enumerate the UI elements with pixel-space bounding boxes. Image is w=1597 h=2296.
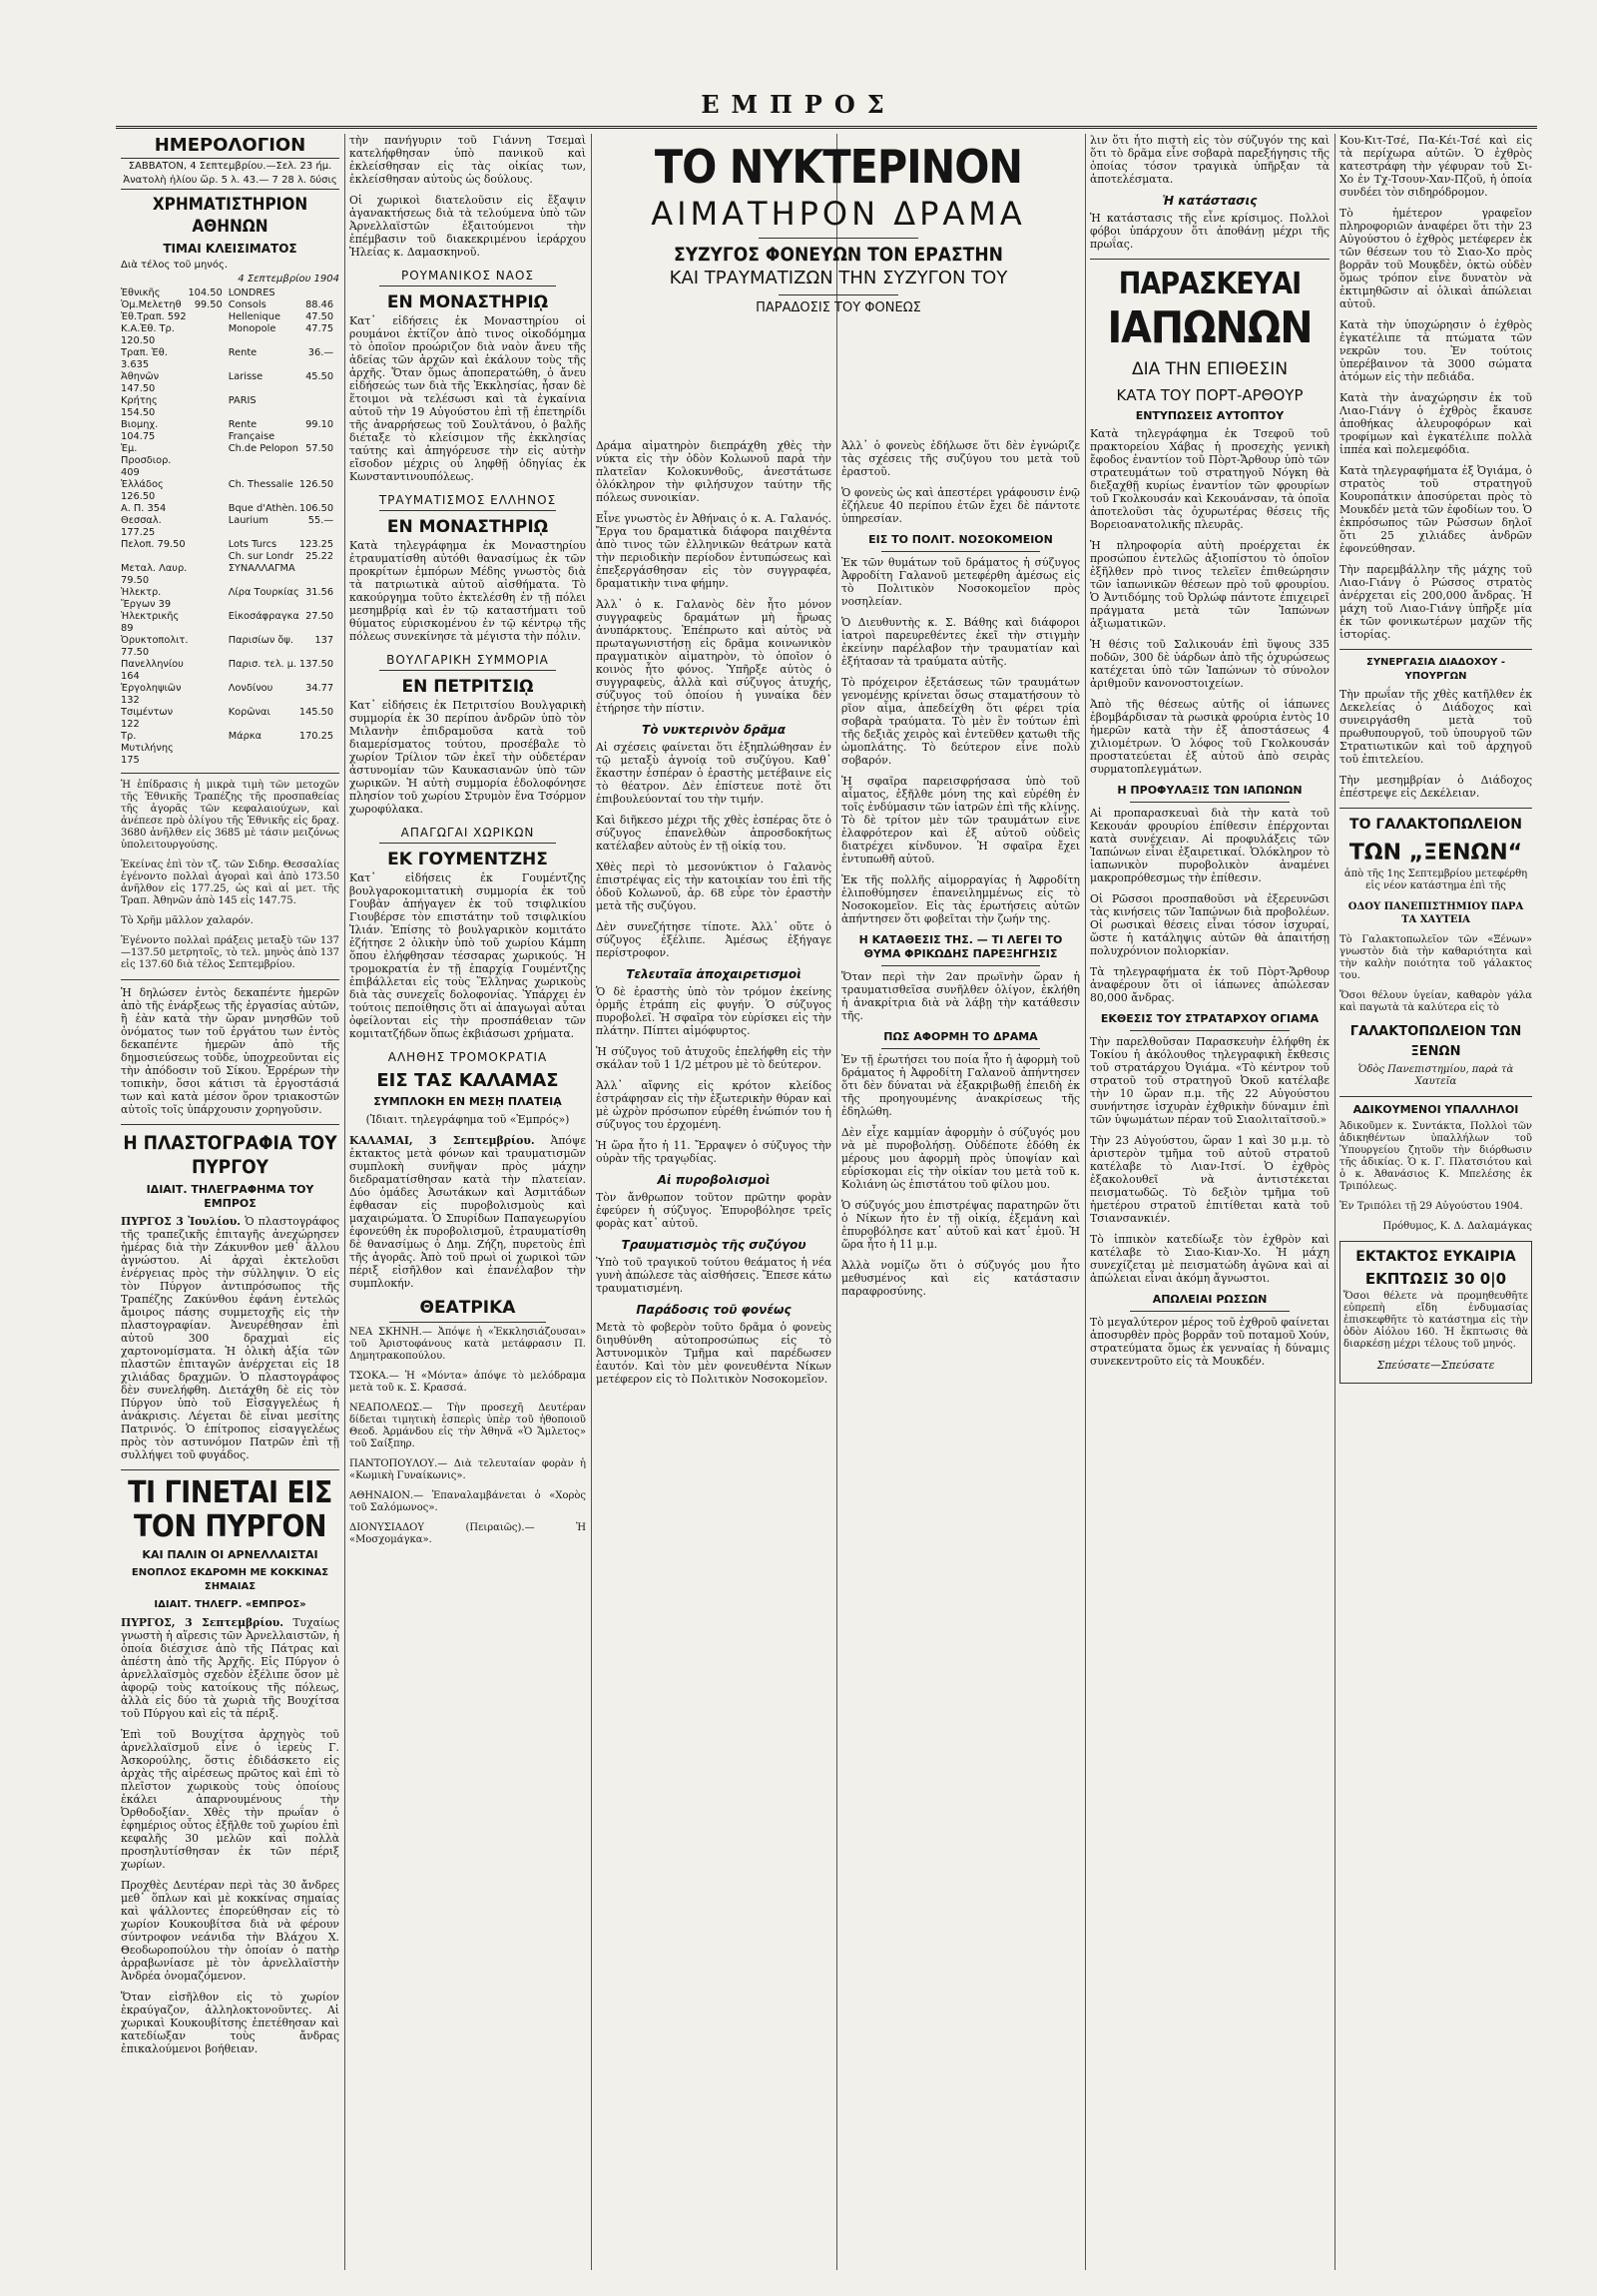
divider xyxy=(881,1048,1040,1049)
sale-advert xyxy=(1339,1241,1532,1384)
rates-cell: PARIS xyxy=(228,395,257,406)
section-title: ΕΚ ΓΟΥΜΕΝΤΖΗΣ xyxy=(387,850,548,869)
rates-cell: 137.50 xyxy=(298,659,334,670)
rates-cell: Consols xyxy=(228,299,266,310)
subhead: Τὸ νυκτερινὸν δρᾶμα xyxy=(642,723,786,737)
rates-cell: Larisse xyxy=(228,371,264,382)
article-text: Προχθὲς Δευτέραν περὶ τὰς 30 ἄνδρες μεθ᾽ ὅπλων καὶ μὲ κοκκίνας σημαίας καὶ ψάλλοντες ἐπορεύθησαν εἰς τὸ χωρίον Κουκουβίτσα διὰ νὰ φέρουν σύντροφον νεάνιδα τὴν Βλάχου Χ. Θεοδωροπούλου τὴν ὁποίαν ὁ πατὴρ ἀρραβωνίασε μὲ τὸν ἀρνελλαϊστὴν Ἀνδρέα ὀνομαζόμενον. xyxy=(121,1879,339,1983)
dateline: ΠΥΡΓΟΣ 3 Ἰουλίου. xyxy=(121,1215,242,1228)
article-body: Τυχαίως γνωστὴ ἡ αἵρεσις τῶν Ἀρνελλαιστῶν, ἡ ὁποία διέσχισε ἀπὸ τῆς Πάτρας καὶ ἀπέστη ἀπὸ τῆς Ἀρχῆς. Εἰς Πύργον ὁ ἀρνελλαϊσμὸς σχεδὸν ἐξέλιπε ὅσον μὲ ἀφορῷ τοὺς κατοίκους τῆς πόλεως, ἀλλὰ εἰς δύο τὰ χωριὰ τῆς Βουχίτσα τοῦ Πύργου καὶ εἰς τὰ πέριξ. xyxy=(121,1616,339,1720)
section-kicker: ΡΟΥΜΑΝΙΚΟΣ ΝΑΟΣ xyxy=(400,269,534,283)
rates-row xyxy=(121,443,339,479)
rates-cell: Rente xyxy=(228,347,258,358)
rates-cell xyxy=(121,551,188,563)
rates-cell xyxy=(188,683,228,707)
divider xyxy=(1130,1311,1290,1312)
rates-cell: Κ.Α.Ἐθ. Τρ. 120.50 xyxy=(121,323,175,346)
rates-row xyxy=(121,311,339,323)
article-text: Τὸν ἄνθρωπον τοῦτον πρῶτην φορὰν ἐφεύρεν ἡ σύζυγος. Ἐπυροβόλησε τρεῖς φορὰς κατ᾽ αὐτοῦ. xyxy=(596,1191,831,1230)
calendar-line: Ἀνατολὴ ἡλίου ὥρ. 5 λ. 43.— 7 28 λ. δύσις xyxy=(123,175,337,186)
column-4 xyxy=(836,439,1085,2270)
rates-row xyxy=(121,635,339,659)
rates-cell: 31.56 xyxy=(305,587,334,598)
rates-cell xyxy=(188,395,228,419)
rates-cell: 36.— xyxy=(307,347,334,358)
ad-text: Τὸ Γαλακτοπωλεῖον τῶν «Ξένων» γνωστὸν διὰ τὴν καθαριότητα καὶ τὴν καλὴν ποιότητα τοῦ γάλακτος του. xyxy=(1339,934,1532,981)
article-text: Ἐν τῇ ἐρωτήσει του ποία ἦτο ἡ ἀφορμὴ τοῦ δράματος ἡ Ἀφροδίτη Γαλανοῦ ἀπήντησεν ὅτι δὲν δύναται νὰ ἐξακριβωθῇ ἐπειδὴ ἐκ τῆς προηγουμένης ἀνακρίσεως τῆς ἐδηλώθη. xyxy=(841,1053,1080,1118)
masthead: ΕΜΠΡΟΣ xyxy=(701,90,896,119)
rates-row xyxy=(121,563,339,587)
rates-row xyxy=(121,503,339,515)
rates-cell: 99.10 xyxy=(305,419,334,430)
section-title: ΕΝ ΜΟΝΑΣΤΗΡΙῼ xyxy=(386,292,549,312)
article-text: Οἱ Ρῶσσοι προσπαθοῦσι νὰ ἐξερευνῶσι τὰς κινήσεις τῶν Ἰαπώνων διὰ προβολέων. Οἱ ρωσικαὶ θέσεις εἶναι τόσον ἰσχυραί, ὥστε ἡ κατάληψις αὐτῶν θὰ ἀπαιτήσῃ πολυχρόνιον πολιορκίαν. xyxy=(1090,892,1330,957)
rates-cell: Παρισ. τελ. μ. xyxy=(228,659,297,670)
article-text: Τὴν 23 Αὐγούστου, ὥραν 1 καὶ 30 μ.μ. τὸ ἀριστερὸν τμῆμα τοῦ αὐτοῦ στρατοῦ κατέλαβε τὸ Λιαν-Ιτσί. Ὁ ἐχθρὸς ἐξακολουθεῖ νὰ ἀντιστέκεται πεισματωδῶς. Τὸ δεξιὸν τμῆμα τοῦ ἡμετέρου στρατοῦ ἐπιτίθεται κατὰ τοῦ Τσιανσανκιέν. xyxy=(1090,1134,1330,1225)
section-kicker: ΑΠΑΓΩΓΑΙ ΧΩΡΙΚΩΝ xyxy=(400,826,535,840)
subhead: Ἡ κατάστασις xyxy=(1162,194,1258,208)
article-text: Ὅταν περὶ τὴν 2αν πρωϊνὴν ὥραν ἡ τραυματισθεῖσα συνῆλθεν ὀλίγον, ἐκλήθη ἡ ἀνακρίτρια διὰ νὰ λάβῃ τὴν κατάθεσιν τῆς. xyxy=(841,970,1080,1022)
rates-cell xyxy=(188,311,228,323)
prices-date: 4 Σεπτεμβρίου 1904 xyxy=(238,274,339,285)
section-kicker: ΑΛΗΘΗΣ ΤΡΟΜΟΚΡΑΤΙΑ xyxy=(387,1050,548,1064)
rates-cell: Ch. Thessalie xyxy=(228,479,293,490)
subhead: ΠΩΣ ΑΦΟΡΜΗ ΤΟ ΔΡΑΜΑ xyxy=(883,1030,1038,1043)
rates-cell xyxy=(188,347,228,371)
letter-text: Ἐν Τριπόλει τῇ 29 Αὐγούστου 1904. xyxy=(1339,1201,1523,1212)
ad-title: ΤΟ ΓΑΛΑΚΤΟΠΩΛΕΙΟΝ xyxy=(1349,817,1522,833)
rates-cell: Rente Française xyxy=(228,419,275,442)
subhead: Η ΠΡΟΦΥΛΑΞΙΣ ΤΩΝ ΙΑΠΩΝΩΝ xyxy=(1117,784,1303,797)
article-text: Τὸ ἡμέτερον γραφεῖον πληροφοριῶν ἀναφέρει ὅτι τὴν 23 Αὐγούστου ὁ ἐχθρὸς μετέφερεν ἐκ τῶν θέσεων του τὸ Σιαο-Χο πρὸς βορρᾶν τοῦ Μουκδὲν, ὀκτὼ οὐδὲν ὅμως τρόπον εἶνε δυνατὸν νὰ ἐκτιμηθῶσιν αἱ ὁλικαὶ ἀπώλειαι αὐτοῦ. xyxy=(1339,207,1532,310)
calendar-line: ΣΑΒΒΑΤΟΝ, 4 Σεπτεμβρίου.—Σελ. 23 ήμ. xyxy=(128,161,332,172)
rates-cell: Μεταλ. Λαυρ. 79.50 xyxy=(121,563,188,586)
article-text: Κατ᾽ εἰδήσεις ἐκ Γουμέντζης βουλγαροκομιτατικὴ συμμορία ἐκ τοῦ Γουβὰν ἀπήγαγεν ἐκ τοῦ τσιφλικίου Γιουβέρσε τὸν επιστάτην τοῦ τσιφλικίου Ἰλιάν. Ἐπίσης τὸ βουλγαρικὸν κομιτάτο ἐζήτησε 2 ὁλικὴν ὑπὸ τοῦ χωρίου Κάμπη ὅπου ἐλήφθησαν τέσσαρας χωρικούς. Ἡ τρομοκρατία ἐν τῇ ἐπαρχίᾳ Γουμέντζης ἐπιβάλλεται εἰς τοὺς Ἕλληνας χωρικοὺς διὰ τὰς συνεχεῖς δολοφονίας. Ὑπάρχει ἐν τούτοις πεποίθησις ὅτι αἱ ἀπαγωγαὶ αὗται ὀφείλονται εἰς τὴν προσπάθειαν τῶν κομιτατζήδων ὅπως ἐκβιάσωσι χρήματα. xyxy=(349,871,586,1040)
rates-cell xyxy=(188,551,228,563)
letter-signature: Πρόθυμος, Κ. Δ. Δαλαμάγκας xyxy=(1382,1221,1532,1232)
article-text: Δὲν εἶχε καμμίαν ἀφορμὴν ὁ σύζυγός μου νὰ μὲ πυροβολήσῃ. Οὐδέποτε ἐδόθη ἐκ μέρους μου ἀφορμὴ πρὸς ὑποψίαν καὶ εὑρίσκομαι εἰς τὴν οἰκίαν του μετὰ τοῦ κ. Κολιάνη ὡς ἐπιστάτου τοῦ φίλου μου. xyxy=(841,1126,1080,1191)
article-text: Ἡ κατάστασις τῆς εἶνε κρίσιμος. Πολλοὶ φόβοι ὑπάρχουν ὅτι ἀποθάνῃ μέχρι τῆς πρωΐας. xyxy=(1090,212,1330,251)
rates-cell: Ἠλεκτρ. Ἔργων 39 xyxy=(121,587,172,610)
article-body: Ἀπόψε ἐκτακτος μετὰ φόνων καὶ τραυματισμῶν συμπλοκὴ συνῆψαν πρὸς μάχην διεδραματίσθησαν κατὰ τὴν πλατείαν. Δύο ὁμάδες Ἀσωτάκων καὶ Ἀσμιτάδων ἐφθασαν εἰς πυροβολισμοὺς καὶ μαχαιρώματα. Ὁ Σπυρίδων Παπαγεωργίου ἐφονεύθη ἐκ πυροβολισμοῦ, ἐτραυματίσθη δὲ θανασίμως ὁ Δημ. Ζήζη, πυρετοὺς ἐπὶ τῆς ἀγορᾶς. Ἀπὸ τοῦ πρωὶ οἱ χωρικοὶ τῶν πέριξ εἰσῆλθον καὶ ἐπανέλαβον τὴν συμπλοκήν. xyxy=(349,1134,586,1290)
subhead: Τραυματισμὸς τῆς συζύγου xyxy=(621,1238,806,1252)
rates-cell: 106.50 xyxy=(298,503,334,514)
calendar-title: ΗΜΕΡΟΛΟΓΙΟΝ xyxy=(154,135,306,156)
article-text: Ὁ φονεὺς ὡς καὶ ἀπεστέρει γράφουσιν ἐνῷ ἐζήλευε 40 περίπου ἐτῶν ἔχει δὲ πάντοτε ὑπηρεσίαν. xyxy=(841,486,1080,525)
rates-cell: 57.50 xyxy=(305,443,334,454)
bourse-note: Ἐκείνας ἐπὶ τὸν τζ. τῶν Σιδηρ. Θεσσαλίας ἐγένοντο πολλαὶ ἀγοραὶ καὶ ἀπὸ 173.50 ἀνῆλθον εἰς 177.25, ὡς καὶ αἱ μετ. τῆς Τραπ. Ἀθηνῶν ἀπὸ 145 εἰς 147.75. xyxy=(121,860,339,906)
article-text: Ὑπὸ τοῦ τραγικοῦ τούτου θεάματος ἡ νέα γυνὴ ἀπώλεσε τὰς αἰσθήσεις. Ἔπεσε κάτω τραυματισμένη. xyxy=(596,1256,831,1295)
letter-text: Ἀδικοῦμεν κ. Συντάκτα, Πολλοὶ τῶν ἀδικηθέντων ὑπαλλήλων τοῦ Ὑπουργείου ζητοῦν τὴν διόρθωσιν τῆς ἀδικίας. Ὁ κ. Γ. Πλατσιότου καὶ ὁ κ. Ἀθανάσιος Κ. Μπελέσης ἐκ Τριπόλεως. xyxy=(1339,1121,1532,1192)
dateline: (Ἰδιαιτ. τηλεγράφημα τοῦ «Ἐμπρός») xyxy=(365,1113,570,1126)
article-text: Ἐκ τῆς πολλῆς αἱμορραγίας ἡ Ἀφροδίτη ἐλιποθύμησεν ἐπανειλημμένως εἰς τὸ Νοσοκομεῖον. Εἰς τὰς ἐρωτήσεις αὐτῶν ἀπήντησεν ὅτι φοβεῖται τὴν ζωήν της. xyxy=(841,873,1080,925)
rates-cell: Λονδίνου xyxy=(228,683,273,694)
article-text: Δὲν συνεζήτησε τίποτε. Ἀλλ᾽ οὔτε ὁ σύζυγος ἐξέλιπε. Ἀμέσως ἐξήγαγε περίστροφον. xyxy=(596,920,831,959)
rates-cell xyxy=(188,659,228,683)
divider xyxy=(881,551,1040,552)
rates-cell: Κορῶναι xyxy=(228,707,270,718)
rates-cell: 55.— xyxy=(307,515,334,526)
rates-cell: 45.50 xyxy=(305,371,334,382)
rates-cell xyxy=(188,611,228,635)
article-text: Αἱ σχέσεις φαίνεται ὅτι ἐξηπλώθησαν ἐν τῷ μεταξὺ ἀγνοίᾳ τοῦ συζύγου. Καθ᾽ ἕκαστην ἑσπέραν ὁ ἐραστὴς μετέβαινε εἰς τὸ θέατρον. Δὲν ἐπίστευε ποτὲ ὅτι ἐπιβουλεύονταί του τὴν τιμήν. xyxy=(596,741,831,806)
rates-cell: Ch. sur Londr xyxy=(228,551,294,562)
column-1 xyxy=(116,134,344,2270)
rates-cell: Τρ. Μυτιλήνης 175 xyxy=(121,731,174,766)
rates-cell: Λίρα Τουρκίας xyxy=(228,587,299,598)
subhead: ΕΙΣ ΤΟ ΠΟΛΙΤ. ΝΟΣΟΚΟΜΕΙΟΝ xyxy=(868,533,1053,546)
rates-cell: Ἐθνικῆς xyxy=(121,287,161,298)
article-text: Καὶ διῆκεσο μέχρι τῆς χθὲς ἑσπέρας ὅτε ὁ σύζυγος ἐπανελθὼν ἀπροσδοκήτως κατέλαβεν αὐτοὺς ἐν τῇ οἰκίᾳ του. xyxy=(596,814,831,853)
rates-cell xyxy=(188,707,228,731)
article-text: Οἱ χωρικοὶ διατελοῦσιν εἰς ἔξαψιν ἀγανακτήσεως διὰ τὰ τελούμενα ὑπὸ τῶν Ἀρνελλαϊστῶν ἐξαιτούμενοι τὴν ἐπέμβασιν τοῦ διακεκριμένου ἱεράρχου Ἠλείας κ. Δαμασκηνοῦ. xyxy=(349,194,586,259)
rates-cell: Ὁμ.Μελετηθ xyxy=(121,299,182,310)
rates-cell xyxy=(299,287,339,299)
rates-row xyxy=(121,539,339,551)
rates-cell: Laurium xyxy=(228,515,268,526)
article-text: Κατ᾽ εἰδήσεις ἐκ Μοναστηρίου οἱ ρουμάνοι ἐκτίζον ἀπὸ τινος οἰκοδόμημα τὸ ὁποῖον προώριζον διὰ ναὸν ἄνευ τῆς ἀδείας τῶν ἀρχῶν καὶ ἐκάλουν τοὺς τῆς ἀρχῆς. Ὅταν ὅμως ἀποπερατώθη, ὁ ἄνευ εἰδήσεώς των διὰ τῆς Ἐκκλησίας, ἦσαν δὲ ἕτοιμοι νὰ τελέσωσι καὶ τὰ ἐγκαίνια αὐτοῦ τὴν 19 Αὐγούστου ἐπὶ τῇ ἐπετηρίδι τῆς ἀναρρήσεως τοῦ Σουλτάνου, ὁ βαλῆς διέταξε τὸ κλείσιμον τῆς ἐκκλησίας ταύτης καὶ ἀπηγόρευσε τὴν εἰς αὐτὴν εἴσοδον μέχρις οὗ ληφθῇ ὁδηγίας ἐκ Κωνσταντινουπόλεως. xyxy=(349,314,586,483)
pyrgos-sub: ΚΑΙ ΠΑΛΙΝ ΟΙ ΑΡΝΕΛΛΑΙΣΤΑΙ xyxy=(142,1548,318,1561)
divider xyxy=(389,1322,546,1323)
rates-cell: ΣΥΝΑΛΛΑΓΜΑ xyxy=(228,563,295,574)
japan-sub: ΚΑΤΑ ΤΟΥ ΠΟΡΤ-ΑΡΘΟΥΡ xyxy=(1116,386,1304,404)
divider xyxy=(881,965,1040,966)
prices-title: ΤΙΜΑΙ ΚΛΕΙΣΙΜΑΤΟΣ xyxy=(163,242,297,256)
rates-cell xyxy=(188,635,228,659)
divider xyxy=(121,1469,339,1470)
ad-text: Ὅσοι θέλετε νὰ προμηθευθῆτε εὐπρεπὴ εἴδη ἐνδυμασίας ἐπισκεφθῆτε τὸ κατάστημα εἰς τὴν ὁδὸν Αἰόλου 160. Ἡ ἔκπτωσις θὰ διαρκέσῃ μέχρι τέλους τοῦ μηνός. xyxy=(1343,1291,1528,1350)
rates-row xyxy=(121,479,339,503)
article-text: Ὁ σύζυγός μου ἐπιστρέψας παρατηρῶν ὅτι ὁ Νίκων ἦτο ἐν τῇ οἰκίᾳ, ἐξεμάνη καὶ ἐπυροβόλησε κατ᾽ αὐτοῦ καὶ κατ᾽ ἐμοῦ. Ἡ ὥρα ἦτο ἡ 11 μ.μ. xyxy=(841,1199,1080,1251)
rates-cell: 170.25 xyxy=(298,731,334,742)
article-text: Κατ᾽ εἰδήσεις ἐκ Πετριτσίου Βουλγαρικὴ συμμορία ἐκ 30 περίπου ἀνδρῶν ὑπὸ τὸν Μιλανὴν ἐπιδραμοῦσα κατὰ τοῦ διαμερίσματος τούτου, προσέβαλε τὸ χωρίον Τρίλιον τῶν ἐκεῖ τὴν οὐδετέραν ἀστυνομίαν τῶν Καυκασιανῶν ὑπὸ τῶν χωρικῶν. Ἡ αὐτὴ συμμορία ἐδολοφόνησε πλησίον τοῦ χωρίου Στρυμὸν ἕνα Τσόρμον χωροφύλακα. xyxy=(349,699,586,816)
article-text xyxy=(121,1215,339,1461)
article-text: Ἐκ τῶν θυμάτων τοῦ δράματος ἡ σύζυγος Ἀφροδίτη Γαλανοῦ μετεφέρθη ἀμέσως εἰς τὸ Πολιτικὸν Νοσοκομεῖον πρὸς νοσηλείαν. xyxy=(841,556,1080,608)
section-sub: ΣΥΜΠΛΟΚΗ ΕΝ ΜΕΣῌ ΠΛΑΤΕΙᾼ xyxy=(373,1095,562,1108)
article-text: Ἀπὸ τῆς θέσεως αὐτῆς οἱ ἰάπωνες ἐβομβάρδισαν τὰ ρωσικὰ φρούρια ἐντὸς 10 ἡμερῶν κατὰ τὴν ἐξ ἀποστάσεως 4 χιλιομέτρων. Ὁ λόφος τοῦ Γκολκουσάν προστατεύεται ἐξ αὐτοῦ ἀπὸ σειρὰς συρματοπλεγμάτων. xyxy=(1090,698,1330,776)
rates-row xyxy=(121,299,339,311)
article-text: Τὴν πρωΐαν τῆς χθὲς κατῆλθεν ἐκ Δεκελείας ὁ Διάδοχος καὶ συνειργάσθη μετὰ τοῦ πρωθυπουργοῦ, τοῦ ὑπουργοῦ τῶν Στρατιωτικῶν καὶ τοῦ ἀρχηγοῦ τοῦ ἐπιτελείου. xyxy=(1339,688,1532,766)
ad-text: ἀπὸ τῆς 1ης Σεπτεμβρίου μετεφέρθη εἰς νέον κατάστημα ἐπὶ τῆς xyxy=(1343,868,1528,891)
rates-cell: Ὀρυκτοπολιτ. 77.50 xyxy=(121,635,189,658)
rates-cell xyxy=(188,371,228,395)
rates-table xyxy=(121,287,339,767)
column-5 xyxy=(1085,134,1334,2270)
rates-cell xyxy=(188,443,228,479)
column-3 xyxy=(591,439,836,2270)
ad-text: ΟΔΟΥ ΠΑΝΕΠΙΣΤΗΜΙΟΥ ΠΑΡΑ ΤΑ ΧΑΥΤΕΙΑ xyxy=(1347,901,1524,925)
article-text: Ὁ δὲ ἐραστὴς ὑπὸ τὸν τρόμον ἐκείνης ὁρμῆς ἐτράπη εἰς φυγήν. Ὁ σύζυγος πυροβολεῖ. Ἡ σφαῖρα τὸν εὑρίσκει εἰς τὴν πλάτην. Πίπτει αἱμόφυρτος. xyxy=(596,985,831,1037)
rates-cell: 88.46 xyxy=(305,299,334,310)
article-text: Ὁ Διευθυντὴς κ. Σ. Βάθης καὶ διάφοροι ἰατροὶ παρευρεθέντες ἐκεῖ τὴν στιγμὴν ἐκείνην παρέλαβον τὴν τραυματίαν καὶ ἐξήτασαν τὰ τραύματα αὐτῆς. xyxy=(841,616,1080,668)
divider xyxy=(1130,802,1290,803)
rates-cell xyxy=(299,563,339,587)
rates-cell: Πελοπ. 79.50 xyxy=(121,539,186,550)
bourse-note: Ἡ ἐπίδρασις ἡ μικρὰ τιμὴ τῶν μετοχῶν τῆς Ἐθνικῆς Τραπέζης τῆς προσπαθείας τῆς ἀγορᾶς τῶν κεφαλαιούχων, καὶ ἀνέπεσε πρὸ ὀλίγου τῆς Ἐθνικῆς εἰς δραχ. 3680 ἀνῆλθεν εἰς 3685 μὲ τάσιν μειζόνως ὑπολειτουργούσης. xyxy=(121,780,339,851)
theatre-item: ΑΘΗΝΑΙΟΝ.— Ἐπαναλαμβάνεται ὁ «Χορὸς τοῦ Σαλόμωνος». xyxy=(349,1490,586,1513)
article-text: Τὸ πρόχειρον ἐξετάσεως τῶν τραυμάτων γενομένης κρίνεται ὅσως σταματήσουν τὸ ρῖον αἷμα, ἀπεδείχθη ὅτι φέρει τρία σοβαρὰ τραύματα. Τὸ μὲν ἓν τούτων ἐπὶ τῆς δεξιᾶς χειρὸς καὶ ἐντεῦθεν κατωθι τῆς ὠμοπλάτης. Τὸ δεύτερον εἶνε πολὺ σοβαρόν. xyxy=(841,676,1080,767)
article-text: τὴν πανήγυριν τοῦ Γιάννη Τσεμαὶ κατελήφθησαν ὑπὸ πανικοῦ καὶ ἐκλείσθησαν εἰς τὰς οἰκίας των, ἐκλείσθησαν αὐτοὺς ὡς δούλους. xyxy=(349,134,586,186)
divider xyxy=(1339,808,1532,809)
rates-cell: Παρισίων ὄψ. xyxy=(228,635,293,646)
lead-sub: ΚΑΙ ΤΡΑΥΜΑΤΙΖΩΝ ΤΗΝ ΣΥΖΥΓΟΝ ΤΟΥ xyxy=(669,268,1008,288)
divider xyxy=(121,773,339,774)
rates-cell xyxy=(188,503,228,515)
japan-title-2: ΙΑΠΩΝΩΝ xyxy=(1107,302,1313,353)
article-text: Ἀλλὰ νομίζω ὅτι ὁ σύζυγός μου ἦτο μεθυσμένος καὶ εἰς κατάστασιν παραφροσύνης. xyxy=(841,1259,1080,1298)
ad-text: Σπεύσατε—Σπεύσατε xyxy=(1376,1359,1495,1372)
pyrgos-sub: ΕΝΟΠΛΟΣ ΕΚΔΡΟΜΗ ΜΕ ΚΟΚΚΙΝΑΣ ΣΗΜΑΙΑΣ xyxy=(131,1567,329,1592)
article-text: Κατὰ τηλεγραφήματα ἐξ Ὀγιάμα, ὁ στρατὸς τοῦ στρατηγοῦ Κουροπάτκιν ἀποσύρεται πρὸς τὸ Μουκδέν μετὰ τῶν ἐφοδίων του. Ὁ ἐκπρόσωπος τῶν Ρώσσων δηλοῖ ὅτι 25 χιλιάδες ἀνδρῶν ἐφονεύθησαν. xyxy=(1339,464,1532,555)
rates-row xyxy=(121,371,339,395)
dateline: ΚΑΛΑΜΑΙ, 3 Σεπτεμβρίου. xyxy=(349,1134,535,1147)
lead-title: ΤΟ ΝΥΚΤΕΡΙΝΟΝ xyxy=(654,140,1023,194)
rates-cell: Hellenique xyxy=(228,311,280,322)
article-text: Κατὰ τηλεγράφημα ἐκ Τσεφοῦ τοῦ πρακτορείου Χάβας ἡ προσεχὴς γενικὴ ἔφοδος ἐναντίον τοῦ Πὸρτ-Ἄρθουρ ὑπὸ τῶν στρατευμάτων τοῦ στρατηγοῦ Νόγκη θὰ διεξαχθῇ κυρίως ἐναντίον τῶν φρουρίων τοῦ Γκολκουσάν καὶ Κεκουάνσαν, τὰ ὁποῖα ἀποτελοῦσι τὰς ὀχυρωτέρας θέσεις τῆς Βορειοανατολικῆς πλευρᾶς. xyxy=(1090,427,1330,531)
plasto-sub: ΙΔΙΑΙΤ. ΤΗΛΕΓΡΑΦΗΜΑ ΤΟΥ ΕΜΠΡΟΣ xyxy=(146,1183,314,1210)
subhead: Αἱ πυροβολισμοὶ xyxy=(657,1173,771,1187)
divider xyxy=(121,1124,339,1125)
section-title: ΕΙΣ ΤΑΣ ΚΑΛΑΜΑΣ xyxy=(376,1070,559,1091)
rates-cell xyxy=(188,515,228,539)
theatre-item: ΝΕΑ ΣΚΗΝΗ.— Ἀπόψε ἡ «Ἐκκλησιάζουσαι» τοῦ Ἀριστοφάνους κατὰ μετάφρασιν Π. Δημητρακοπούλου. xyxy=(349,1327,586,1362)
rates-cell: Lots Turcs xyxy=(228,539,277,550)
article-body: Ὁ πλαστογράφος τῆς τραπεζικῆς ἐπιταγῆς ἀνεχώρησεν ἡμέρας διὰ τὴν Ζάκυνθον μεθ᾽ ἄλλου ἀγνώστου. Αἱ ἀρχαὶ ἐκτελοῦσι ἐνέργειας πρὸς τὴν σύλληψιν. Ὁ εἰς τὸν Πύργον ἀντιπρόσωπος τῆς Τραπέζης Ζακύνθου ἐφάνη ἐντελῶς ἄμοιρος πάσης συμμετοχῆς εἰς τὴν πλαστογραφίαν. Ἀνευρέθησαν ἐπὶ αὐτοῦ 300 δραχμαὶ εἰς χαρτονομίσματα. Ἡ ὁλικὴ ἀξία τῶν πλαστῶν ἐπιταγῶν ἀνέρχεται εἰς 18 χιλιάδας δραχμῶν. Ὁ πλαστογράφος δὲν συνελήφθη. Διετάχθη δὲ εἰς τὸν Πύργον ὑπὸ τοῦ Εἰσαγγελέως ἡ ἀνάκρισις. Λέγεται δὲ εἶναι μεσίτης Πατρινός. Ὁ ἐπίτροπος εἰσαγγελέως πρὸς τὸν αστυνόμον Πατρῶν ἐπὶ τῇ συλλήψει τοῦ φυγάδος. xyxy=(121,1215,339,1461)
theatre-item: ΤΣΟΚΑ.— Ἡ «Μόντα» ἀπόψε τὸ μελόδραμα μετὰ τοῦ κ. Σ. Κρασσά. xyxy=(349,1371,586,1394)
article-text: Μετὰ τὸ φοβερὸν τοῦτο δρᾶμα ὁ φονεὺς διηυθύνθη αὐτοπροσώπως εἰς τὸ Ἀστυνομικὸν Τμῆμα καὶ παρέδωσεν ἑαυτόν. Καὶ τὸν μὲν φονευθέντα Νίκων μετέφερον εἰς τὸ Πολιτικὸν Νοσοκομεῖον. xyxy=(596,1321,831,1386)
rates-cell: Βιομηχ. 104.75 xyxy=(121,419,159,442)
article-text: Ἡ δηλώσεν ἐντὸς δεκαπέντε ἡμερῶν ἀπὸ τῆς ἐνάρξεως τῆς ἐργασίας αὐτῶν, ἢ ἐὰν κατὰ τὴν ὥραν μνησθῶν τοῦ ὀνόματος των τοῦ ἐργάτου των ἐντὸς δεκαπέντε ἡμερῶν ἀπὸ τῆς δημοσιεύσεως τοῦδε, ὑποχρεοῦνται εἰς τὴν ἀπόδοσιν τοῦ Σίκου. Ἐρρέρων τὴν τοπικὴν, ὅσοι κάτισι τὰ ἐργοστάσιά των καὶ κατὰ μέσον ὅρον τριακοστῶν αὐτοῖς τοῖς ὑπάρχουσιν χορηγοῦσιν. xyxy=(121,986,339,1116)
article-text xyxy=(349,1134,586,1290)
divider xyxy=(379,670,556,671)
article-text: Εἶνε γνωστὸς ἐν Ἀθήναις ὁ κ. Α. Γαλανός. Ἔργα του δραματικὰ διάφορα παιχθέντα ἀπὸ τινος τῶν ἑλληνικῶν θεάτρων κατὰ τὴν περιοδικὴν περίοδον ἐντυπώσεως καὶ ἐπεξεργάσθησαν εἰς τὸν συγγραφέα, δραματικὴν τινα φήμην. xyxy=(596,512,831,590)
rates-cell: Α. Π. 354 xyxy=(121,503,167,514)
divider xyxy=(121,979,339,980)
rates-cell xyxy=(188,731,228,767)
article-text: Ἡ θέσις τοῦ Σαλικουάν ἐπὶ ὕψους 335 ποδῶν, 300 δὲ ὑάρδων ἀπὸ τῆς ὀχυρώσεως κατέχεται ὑπὸ τῶν Ἰαπώνων τὸ σύνολον ἀριθμοῦν κανονοστοιχείων. xyxy=(1090,638,1330,690)
ad-title: ΕΚΤΑΚΤΟΣ ΕΥΚΑΙΡΙΑ xyxy=(1355,1249,1516,1265)
rates-cell: 47.50 xyxy=(305,311,334,322)
rates-row xyxy=(121,287,339,299)
rates-cell: 126.50 xyxy=(298,479,334,490)
rates-row xyxy=(121,707,339,731)
rates-cell: Ἐθ.Τραπ. 592 xyxy=(121,311,187,322)
ad-text: Ὁδὸς Πανεπιστημίου, παρὰ τὰ Χαυτεῖα xyxy=(1357,1064,1514,1087)
rates-cell: Τσιμέντων 122 xyxy=(121,707,174,730)
rates-row xyxy=(121,551,339,563)
subhead: ΑΠΩΛΕΙΑΙ ΡΩΣΣΩΝ xyxy=(1152,1293,1268,1306)
subhead: ΣΥΝΕΡΓΑΣΙΑ ΔΙΑΔΟΧΟΥ - ΥΠΟΥΡΓΩΝ xyxy=(1365,657,1505,682)
plasto-title: Η ΠΛΑΣΤΟΓΡΑΦΙΑ ΤΟΥ ΠΥΡΓΟΥ xyxy=(123,1132,337,1178)
rates-row xyxy=(121,515,339,539)
rates-row xyxy=(121,395,339,419)
ad-title: ΓΑΛΑΚΤΟΠΩΛΕΙΟΝ ΤΩΝ ΞΕΝΩΝ xyxy=(1349,1024,1522,1059)
rates-cell xyxy=(188,479,228,503)
divider xyxy=(121,189,339,190)
article-text: Ἀλλ᾽ ὁ κ. Γαλανὸς δὲν ἦτο μόνον συγγραφεὺς δραμάτων μὴ ἥρωας ἀνυπάρκτους. Ἐπέπρωτο καὶ αὐτὸς νὰ πρωταγωνιστήσῃ εἰς δρᾶμα κοινωνικὸν πραγματικὸν αἱματηρὸν, τὸ ὁποῖον ὁ κοινὸς ἦτο φόνος. Ὑπῆρξε αὐτὸς ὁ συγγραφεὺς, ἀλλὰ καὶ σύζυγος ἀτυχής, σύζυγος τοῦ ὁποίου ἡ γυναίκα δὲν ἐτήρησε τὴν πίστιν. xyxy=(596,598,831,715)
rates-cell: Ἐργοληψιῶν 132 xyxy=(121,683,182,706)
article-text: Ὅταν εἰσῆλθον εἰς τὸ χωρίον ἐκραύγαζον, ἀλληλοκτονοῦντες. Αἱ χωρικαὶ Κουκουβίτσης ἐπετέθησαν καὶ κατεδίωξαν τοὺς ἄνδρας ἐπικαλούμενοι βοήθειαν. xyxy=(121,1991,339,2055)
rates-row xyxy=(121,659,339,683)
bourse-title: ΧΡΗΜΑΤΙΣΤΗΡΙΟΝ ΑΘΗΝΩΝ xyxy=(152,195,308,237)
article-text xyxy=(121,1616,339,1720)
divider xyxy=(779,294,898,295)
theatre-title: ΘΕΑΤΡΙΚΑ xyxy=(419,1298,516,1318)
rates-row xyxy=(121,611,339,635)
rates-cell: 145.50 xyxy=(298,707,334,718)
rates-cell xyxy=(188,563,228,587)
divider xyxy=(379,510,556,511)
article-text: Ἀλλ᾽ ὁ φονεὺς ἐδήλωσε ὅτι δὲν ἐγνώριζε τὰς σχέσεις τῆς συζύγου του μετὰ τοῦ ἐραστοῦ. xyxy=(841,439,1080,478)
article-text: Τὸ μεγαλύτερον μέρος τοῦ ἐχθροῦ φαίνεται ἀποσυρθὲν πρὸς βορρᾶν τοῦ ποταμοῦ Χούν, στρατεύματα ὅμως ἐκ γενναίας ἡ δύναμις συνεκεντροῦτο εἰς τὰ Μουκδέν. xyxy=(1090,1316,1330,1368)
article-text: Ἡ σφαῖρα παρεισφρήσασα ὑπὸ τοῦ αἷματος, ἐξῆλθε μόνη της καὶ εὑρέθη ἐν τοῖς ἐνδύμασιν τῶν ἰατρῶν ἐπὶ τῆς κλίνης. Τὸ δὲ τρίτον μὲν τῶν τραυμάτων εἶνε ἐλαφρότερον καὶ ἐξ αὐτοῦ οὐδεὶς διατρέχει κίνδυνον. Ἡ σφαῖρα ἔχει ἐντυπωθῆ αὐτοῦ. xyxy=(841,775,1080,865)
rates-cell: Ἐμ. Προσδιορ. 409 xyxy=(121,443,172,478)
bourse-note: Τὸ Χρῆμ μᾶλλον χαλαρόν. xyxy=(121,915,254,926)
bourse-note: Ἐγένοντο πολλαὶ πράξεις μεταξὺ τῶν 137—137.50 μετρητοῖς, τὸ τελ. μηνὸς ἀπὸ 137 εἰς 137.60 διὰ τέλος Σεπτεμβρίου. xyxy=(121,935,339,970)
rates-cell xyxy=(188,587,228,611)
japan-sub: ΔΙΑ ΤΗΝ ΕΠΙΘΕΣΙΝ xyxy=(1131,359,1289,379)
article-text: Ἐπὶ τοῦ Βουχίτσα ἀρχηγὸς τοῦ ἀρνελλαϊσμοῦ εἶνε ὁ ἱερεὺς Γ. Ἀσκορούλης, ὅστις ἐδιδάσκετο εἰς ἀρχὰς τῆς αἱρέσεως πρῶτος καὶ ἐπὶ τὸ πλεῖστον χωρικοὺς τοὺς ὁποίους ἐκάλει ἀπαρνουμένους τὴν Ὀρθοδοξίαν. Χθὲς τὴν πρωΐαν ὁ ἐφημέριος οὗτος ἐξῆλθε τοῦ χωρίου ἐπὶ κεφαλῆς 30 μελῶν καὶ πολλὰ προσηλυτίσθησαν ἐκ τῶν πέριξ χωρίων. xyxy=(121,1728,339,1871)
subhead: Τελευταῖα ἀποχαιρετισμοὶ xyxy=(626,967,801,981)
rates-cell: Ἀθηνῶν 147.50 xyxy=(121,371,160,394)
subhead: Παράδοσις τοῦ φονέως xyxy=(636,1303,792,1317)
lead-sub: ΣΥΖΥΓΟΣ ΦΟΝΕΥΩΝ ΤΟΝ ΕΡΑΣΤΗΝ xyxy=(674,244,1003,266)
rates-row xyxy=(121,683,339,707)
rates-cell: 99.50 xyxy=(194,299,223,310)
rates-cell: Ἠλεκτρικῆς 89 xyxy=(121,611,180,634)
divider xyxy=(379,286,556,287)
article-text: Κατὰ τηλεγράφημα ἐκ Μοναστηρίου ἐτραυματίσθη αὐτόθι θανασίμως ἐκ τῶν προκρίτων ἐμπόρων Μέδης γνωστὸς διὰ τὰ πατριωτικὰ αὐτοῦ αἰσθήματα. Τὸ κακούργημα τοῦτο ἐκτελέσθη ἐν τῇ πόλει μεσημβρίᾳ καὶ ἐν τῷ καταστήματι τοῦ θύματος εὑρισκομένου ἐν τῷ κέντρῳ τῆς πόλεως συνεκίνησε τὰ μέγιστα τὴν πόλιν. xyxy=(349,539,586,643)
prices-sub: Διὰ τέλος τοῦ μηνός. xyxy=(121,260,229,271)
ad-title-2: ΤΩΝ „ΞΕΝΩΝ“ xyxy=(1348,841,1523,865)
rates-cell: 27.50 xyxy=(305,611,334,622)
dateline: ΠΥΡΓΟΣ, 3 Σεπτεμβρίου. xyxy=(121,1616,284,1629)
article-text: Τὴν μεσημβρίαν ὁ Διάδοχος ἐπέστρεψε εἰς Δεκέλειαν. xyxy=(1339,774,1532,800)
theatre-item: ΠΑΝΤΟΠΟΥΛΟΥ.— Διὰ τελευταίαν φορὰν ἡ «Κωμικὴ Γυναίκωνις». xyxy=(349,1458,586,1481)
rates-cell: Τραπ. Ἐθ. 3.635 xyxy=(121,347,168,370)
rates-cell xyxy=(188,539,228,551)
article-text: Κατὰ τὴν ὑποχώρησιν ὁ ἐχθρὸς ἐγκατέλιπε τὰ πτώματα τῶν νεκρῶν του. Ἐν τούτοις ὑπερέβαινον τὰ 3000 σώματα ἀτόμων εἰς τὴν πεδιάδα. xyxy=(1339,318,1532,383)
rates-row xyxy=(121,419,339,443)
divider xyxy=(1339,649,1532,650)
rates-cell: Monopole xyxy=(228,323,276,334)
article-text: Αἱ προπαρασκευαὶ διὰ τὴν κατὰ τοῦ Κεκουάν φρουρίου ἐπίθεσιν ἐπέρχονται κατὰ συνέχειαν. Αἱ προφυλάξεις τῶν Ἰαπώνων εἶναι ἐξαιρετικαί. Ὁλόκληρον τὸ ἰαπωνικὸν πυροβολικὸν ἀναμένει μακροπρόθεσμως τὴν ἐπίθεσιν. xyxy=(1090,807,1330,884)
rates-cell: 47.75 xyxy=(305,323,334,334)
lead-sub: ΠΑΡΑΔΟΣΙΣ ΤΟΥ ΦΟΝΕΩΣ xyxy=(756,300,921,315)
rates-cell: LONDRES xyxy=(228,287,275,298)
rates-cell: Εἰκοσάφραγκα xyxy=(228,611,299,622)
article-text: Κου-Κιτ-Τσέ, Πα-Κέι-Τσέ καὶ εἰς τὰ περίχωρα αὐτῶν. Ὁ ἐχθρὸς κατεστράφη τὴν γέφυραν τοῦ Σι-Χο ἐν Τχ-Τσουν-Χαν-Πζοῦ, ἡ ὁποία συνδέει τὸν σιδηρόδρομον. xyxy=(1339,134,1532,199)
rates-cell xyxy=(188,419,228,443)
divider xyxy=(1090,259,1330,260)
japan-sub: ΕΝΤΥΠΩΣΕΙΣ ΑΥΤΟΠΤΟΥ xyxy=(1135,409,1285,422)
rates-cell: 123.25 xyxy=(298,539,334,550)
rates-row xyxy=(121,347,339,371)
article-text: Κατὰ τὴν ἀναχώρησιν ἐκ τοῦ Λιαο-Γιάνγ ὁ ἐχθρὸς ἔκαυσε ἀποθήκας ἀλευροφόρων καὶ τροφίμων καὶ ἐγκατέλιπε πολλὰ ἰππέα καὶ πολεμεφόδια. xyxy=(1339,391,1532,456)
article-text: Ἡ πληροφορία αὐτὴ προέρχεται ἐκ προσώπου ἐντελῶς ἀξιοπίστου τὸ ὁποῖον ἐξῆλθεν πρὸ τινος τελεῖεν ἐπιθεώρησιν τῶν ἰαπωνικῶν θέσεων πρὸ τοῦ φρουρίου. Ὁ Ἀντιδόμης τοῦ Ὀρλώφ πάντοτε ἐπιχειρεῖ πράγματα μετὰ τῶν Ἰαπώνων ἀξιωματικῶν. xyxy=(1090,539,1330,630)
rates-row xyxy=(121,323,339,347)
rates-cell: Bque d'Athèn. xyxy=(228,503,297,514)
japan-title: ΠΑΡΑΣΚΕΥΑΙ xyxy=(1118,267,1302,301)
header-rule xyxy=(116,126,1537,129)
article-text: λιν ὅτι ἦτο πιστὴ εἰς τὸν σύζυγόν της καὶ ὅτι τὸ δρᾶμα εἶνε σοβαρὰ παρεξήγησις τῆς ὁποίας τόσον τραγικὰ ὑπῆρξαν τὰ ἀποτελέσματα. xyxy=(1090,134,1330,186)
rates-row xyxy=(121,587,339,611)
lead-title-2: ΑΙΜΑΤΗΡΟΝ ΔΡΑΜΑ xyxy=(651,195,1026,233)
divider xyxy=(1339,1096,1532,1097)
divider xyxy=(759,238,918,239)
rates-cell: 137 xyxy=(314,635,334,646)
divider xyxy=(379,843,556,844)
subhead: ΑΔΙΚΟΥΜΕΝΟΙ ΥΠΑΛΛΗΛΟΙ xyxy=(1352,1103,1519,1116)
rates-cell: Πανελληνίου 164 xyxy=(121,659,184,682)
ad-text: Ὅσοι θέλουν ὑγείαν, καθαρὸν γάλα καὶ παγωτὰ τὰ καλύτερα εἰς τὸ xyxy=(1339,990,1532,1013)
article-text: Ἡ ὥρα ἦτο ἡ 11. Ἔρραψεν ὁ σύζυγος τὴν οὐρὰν τῆς τραγῳδίας. xyxy=(596,1139,831,1165)
article-text: Δράμα αἱματηρὸν διεπράχθη χθὲς τὴν νύκτα εἰς τὴν ὁδὸν Κολωνοῦ παρὰ τὴν πλατεῖαν Κολοκυνθοῦς, ἀνεστάτωσε ὁλόκληρον τὴν φιλήσυχον ταύτην τῆς πόλεως συνοικίαν. xyxy=(596,439,831,504)
rates-cell xyxy=(188,323,228,347)
theatre-item: ΔΙΟΝΥΣΙΑΔΟΥ (Πειραιῶς).— Ἡ «Μοσχομάγκα». xyxy=(349,1522,586,1545)
ad-title: ΕΚΠΤΩΣΙΣ 30 0|0 xyxy=(1364,1270,1507,1288)
article-text: Τὸ ἰππικὸν κατεδίωξε τὸν ἐχθρὸν καὶ κατέλαβε τὸ Σιαο-Κιαν-Χο. Ἡ μάχη συνεχίζεται μὲ πεισματώδη ἀγῶνα καὶ αἱ ἀπώλειαι εἶναι ἀκόμη ἄγνωστοι. xyxy=(1090,1233,1330,1285)
rates-cell: 25.22 xyxy=(305,551,334,562)
pyrgos-title: ΤΙ ΓΙΝΕΤΑΙ ΕΙΣ ΤΟΝ ΠΥΡΓΟΝ xyxy=(128,1475,332,1544)
subhead: Η ΚΑΤΑΘΕΣΙΣ ΤΗΣ. — ΤΙ ΛΕΓΕΙ ΤΟ ΘΥΜΑ ΦΡΙΚΩΔΗΣ ΠΑΡΕΞΗΓΗΣΙΣ xyxy=(858,933,1063,960)
section-kicker: ΒΟΥΛΓΑΡΙΚΗ ΣΥΜΜΟΡΙΑ xyxy=(386,653,549,667)
theatre-item: ΝΕΑΠΟΛΕΩΣ.— Τὴν προσεχῆ Δευτέραν δίδεται τιμητικὴ ἑσπερὶς ὑπὲρ τοῦ ἠθοποιοῦ Θεοδ. Ἀρμάνδου εἰς τὴν Ἀθηνᾶ «Ὁ Ἄμλετος» τοῦ Σαίξπηρ. xyxy=(349,1403,586,1449)
subhead: ΕΚΘΕΣΙΣ ΤΟΥ ΣΤΡΑΤΑΡΧΟΥ ΟΓΙΑΜΑ xyxy=(1100,1012,1320,1025)
rates-cell: Θεσσαλ. 177.25 xyxy=(121,515,162,538)
rates-cell: Ἑλλάδος 126.50 xyxy=(121,479,164,502)
article-text: Χθὲς περὶ τὸ μεσονύκτιον ὁ Γαλανὸς ἐπιστρέψας εἰς τὴν κατοικίαν του ἐπὶ τῆς ὁδοῦ Κολωνοῦ, ἀρ. 68 εὗρε τὸν ἐραστὴν μετὰ τῆς συζύγου. xyxy=(596,861,831,912)
rates-cell: 104.50 xyxy=(188,287,223,298)
rates-cell xyxy=(299,395,339,419)
section-title: ΕΝ ΠΕΤΡΙΤΣΙῼ xyxy=(401,677,534,697)
article-text: Ἀλλ᾽ αἴφνης εἰς κρότον κλείδος ἐστράφησαν εἰς τὴν ἐξωτερικὴν θύραν καὶ μὲ ὠχρὸν πρόσωπον εὑρέθη ἐνώπιόν του ἡ σύζυγος του ἐρχομένη. xyxy=(596,1079,831,1131)
section-title: ΕΝ ΜΟΝΑΣΤΗΡΙῼ xyxy=(386,517,549,537)
divider xyxy=(121,158,339,159)
rates-row xyxy=(121,731,339,767)
pyrgos-sub: ΙΔΙΑΙΤ. ΤΗΛΕΓΡ. «ΕΜΠΡΟΣ» xyxy=(154,1599,306,1610)
rates-cell: Μάρκα xyxy=(228,731,263,742)
column-6 xyxy=(1334,134,1537,2270)
column-2 xyxy=(344,134,591,2270)
rates-cell: Κρήτης 154.50 xyxy=(121,395,158,418)
article-text: Τὴν παρεμβάλλην τῆς μάχης τοῦ Λιαο-Γιάνγ ὁ Ρώσσος στρατὸς ἀνέρχεται εἰς 200,000 ἄνδρας. Ἡ μάχη τοῦ Λιαο-Γιάνγ ὑπῆρξε μία ἐκ τῶν φονικωτέρων μαχῶν τῆς ἱστορίας. xyxy=(1339,563,1532,641)
rates-cell: 34.77 xyxy=(305,683,334,694)
article-text: Τὴν παρελθοῦσαν Παρασκευὴν ἐλήφθη ἐκ Τοκίου ἡ ἀκόλουθος τηλεγραφικὴ ἔκθεσις τοῦ στρατάρχου Ὀγιάμα. «Τὸ κέντρον τοῦ στρατοῦ τοῦ στρατηγοῦ Ὀκοῦ κατέλαβε τὴν 10 ὥραν π.μ. τῆς 22 Αὐγούστου συνήντησε ἰσχυρὰν ἐχθρικὴν δύναμιν ἐπὶ τῶν ὑψωμάτων πέραν τοῦ Σιαολιταϊτσοῦ.» xyxy=(1090,1035,1330,1126)
lead-headline xyxy=(599,140,1078,317)
section-kicker: ΤΡΑΥΜΑΤΙΣΜΟΣ ΕΛΛΗΝΟΣ xyxy=(378,493,557,507)
article-text: Τὰ τηλεγραφήματα ἐκ τοῦ Πὸρτ-Ἄρθουρ ἀναφέρουν ὅτι οἱ ἰάπωνες ἀπώλεσαν 80,000 ἄνδρας. xyxy=(1090,965,1330,1004)
divider xyxy=(1130,1030,1290,1031)
rates-cell: Ch.de Pelopon xyxy=(228,443,298,454)
article-text: Ἡ σύζυγος τοῦ ἀτυχοῦς ἐπελήφθη εἰς τὴν σκάλαν τοῦ 1 1/2 μέτρου μὲ τὸ δεύτερον. xyxy=(596,1045,831,1071)
